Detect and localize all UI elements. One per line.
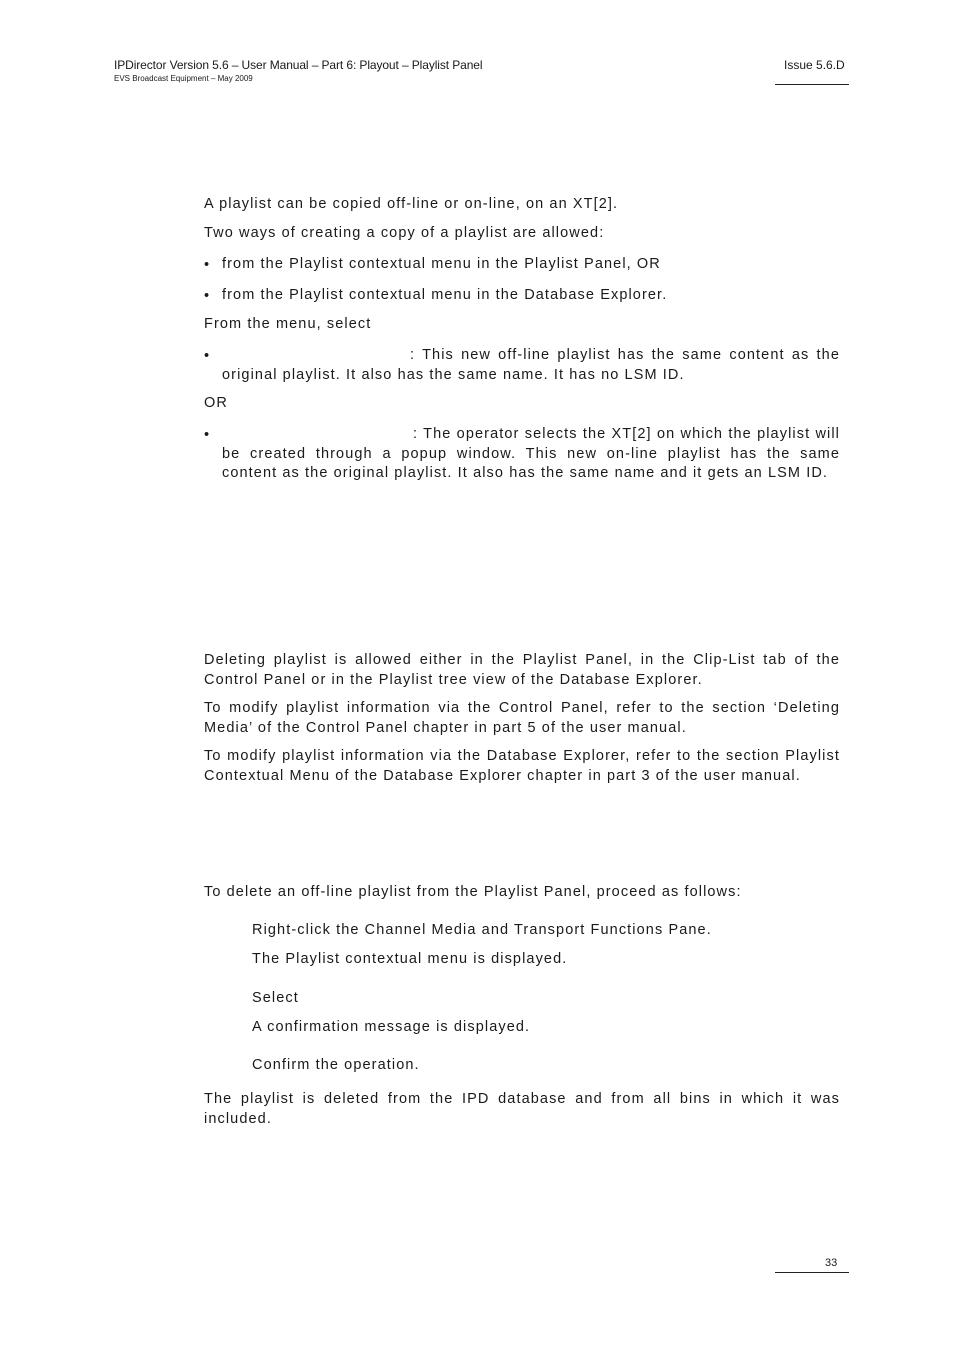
procedure-intro: To delete an off-line playlist from the Playlist Panel, proceed as follows: (204, 884, 742, 900)
step-3: Confirm the operation. (252, 1057, 420, 1073)
option-online-desc: : The operator selects the XT[2] on which the playlist will be created through a popup window. This new on-line playlist has the same content as the original playlist. It also has the same name and it gets an LSM ID. (222, 426, 840, 481)
from-menu-text: From the menu, select (204, 316, 372, 332)
delete-p3: To modify playlist information via the Database Explorer, refer to the section Playlist Contextual Menu of the Database Explorer chapter in part 3 of the user manual. (204, 748, 840, 784)
header-rule (775, 84, 849, 85)
delete-result: The playlist is deleted from the IPD database and from all bins in which it was included. (204, 1091, 840, 1127)
step-1: Right-click the Channel Media and Transport Functions Pane. (252, 922, 712, 938)
copy-intro: A playlist can be copied off-line or on-line, on an XT[2]. (204, 196, 619, 212)
ways-item-1: from the Playlist contextual menu in the Playlist Panel, OR (222, 256, 661, 272)
bullet-icon: • (204, 427, 210, 443)
bullet-icon: • (204, 288, 210, 304)
header-title: IPDirector Version 5.6 – User Manual – Part 6: Playout – Playlist Panel (114, 58, 483, 72)
option-offline-text (222, 346, 840, 385)
step-2-result: A confirmation message is displayed. (252, 1019, 531, 1035)
or-text: OR (204, 395, 228, 411)
delete-p1: Deleting playlist is allowed either in the Playlist Panel, in the Clip-List tab of the Control Panel or in the Playlist tree view of the Database Explorer. (204, 652, 840, 688)
bullet-icon: • (204, 348, 210, 364)
bullet-icon: • (204, 257, 210, 273)
step-1-result: The Playlist contextual menu is displayed. (252, 951, 568, 967)
delete-p2: To modify playlist information via the Control Panel, refer to the section ‘Deleting Media’ of the Control Panel chapter in part 5 of the user manual. (204, 700, 840, 736)
page-number: 33 (825, 1257, 838, 1269)
option-offline-desc: : This new off-line playlist has the same content as the original playlist. It also has the same name. It has no LSM ID. (222, 347, 840, 383)
ways-item-2: from the Playlist contextual menu in the Database Explorer. (222, 287, 668, 303)
header-issue: Issue 5.6.D (784, 58, 845, 72)
footer-rule (775, 1272, 849, 1273)
copy-ways-intro: Two ways of creating a copy of a playlist are allowed: (204, 225, 605, 241)
header-subtitle: EVS Broadcast Equipment – May 2009 (114, 74, 253, 83)
option-online-text (222, 425, 840, 484)
step-2: Select (252, 990, 299, 1006)
